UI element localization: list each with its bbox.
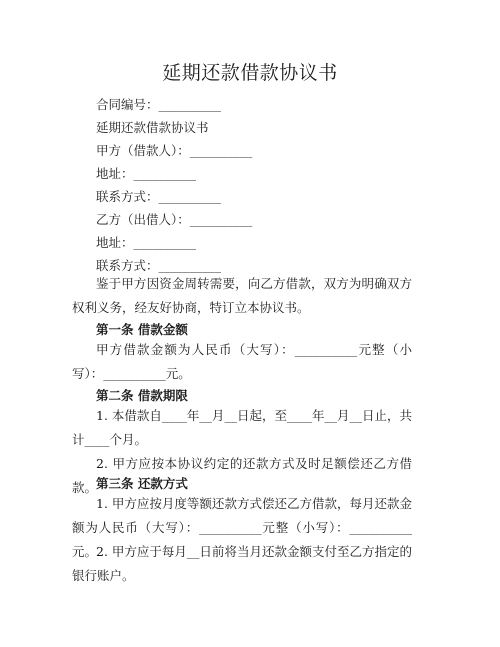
party-b-field: 乙方（出借人）：__________ [96,212,253,227]
article-3-item-2: 2. 甲方应于每月__日前将当月还款金额支付至乙方指定的银行账户。 [72,544,412,583]
party-a-contact-field: 联系方式：__________ [96,189,222,204]
article-1-text: 甲方借款金额为人民币（大写）：__________元整（小写）：__________元。 [72,342,412,381]
agreement-name-line: 延期还款借款协议书 [96,120,209,135]
article-3-item-1: 1. 甲方应按月度等额还款方式偿还乙方借款，每月还款金额为人民币（大写）：__________元整（小写）：__________元。 [72,496,412,559]
contract-number-field: 合同编号：__________ [96,97,222,112]
document-title: 延期还款借款协议书 [162,62,338,84]
party-b-contact-field: 联系方式：__________ [96,258,222,273]
article-2-item-1: 1. 本借款自____年__月__日起，至____年__月__日止，共计____个月。 [72,408,412,447]
article-3-heading: 第三条 还款方式 [96,476,188,491]
article-1-heading: 第一条 借款金额 [96,322,188,337]
article-2-item-2: 2. 甲方应按本协议约定的还款方式及时足额偿还乙方借款。 [72,456,412,495]
article-2-heading: 第二条 借款期限 [96,388,188,403]
party-a-address-field: 地址：__________ [96,166,197,181]
party-a-field: 甲方（借款人）：__________ [96,143,253,158]
intro-paragraph: 鉴于甲方因资金周转需要，向乙方借款，双方为明确双方权利义务，经友好协商，特订立本协议书。 [72,276,412,315]
party-b-address-field: 地址：__________ [96,235,197,250]
